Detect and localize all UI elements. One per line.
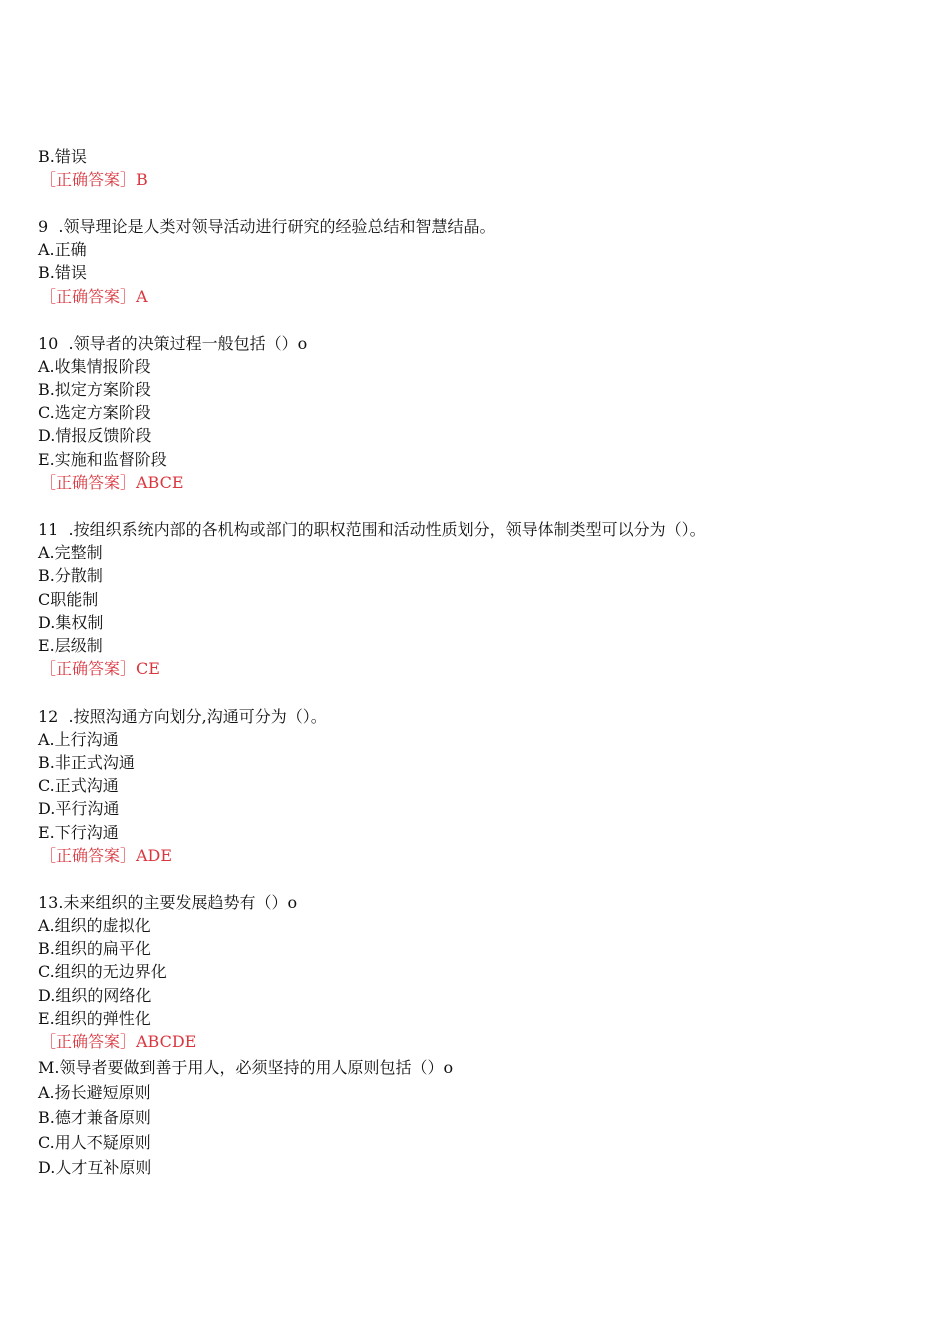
- q11-option-c: C职能制: [38, 590, 99, 609]
- q11-option-b: B.分散制: [38, 566, 103, 585]
- q12-option-b: B.非正式沟通: [38, 753, 135, 772]
- q11-option-a: A.完整制: [38, 543, 103, 562]
- q14-option-c: C.用人不疑原则: [38, 1133, 151, 1152]
- q14-option-a: A.扬长避短原则: [38, 1083, 151, 1102]
- q13-option-a: A.组织的虚拟化: [38, 916, 151, 935]
- q8-option-b: B.错误: [38, 147, 87, 166]
- q14-option-d: D.人才互补原则: [38, 1158, 152, 1177]
- q9-option-a: A.正确: [38, 240, 87, 259]
- q12-option-c: C.正式沟通: [38, 776, 119, 795]
- q12-option-d: D.平行沟通: [38, 799, 120, 818]
- q13-option-e: E.组织的弹性化: [38, 1009, 151, 1028]
- q10-answer: ［正确答案］ABCE: [40, 473, 184, 492]
- q13-option-b: B.组织的扁平化: [38, 939, 151, 958]
- q10-option-e: E.实施和监督阶段: [38, 450, 167, 469]
- q14-question: M.领导者要做到善于用人，必须坚持的用人原则包括（）o: [38, 1058, 454, 1077]
- q8-answer: ［正确答案］B: [40, 170, 148, 189]
- q10-option-a: A.收集情报阶段: [38, 357, 151, 376]
- q9-option-b: B.错误: [38, 263, 87, 282]
- q13-answer: ［正确答案］ABCDE: [40, 1032, 197, 1051]
- q13-option-d: D.组织的网络化: [38, 986, 152, 1005]
- q12-question: 12 .按照沟通方向划分,沟通可分为（）。: [38, 707, 327, 726]
- q10-question: 10 .领导者的决策过程一般包括（）o: [38, 334, 308, 353]
- q10-option-b: B.拟定方案阶段: [38, 380, 151, 399]
- q9-answer: ［正确答案］A: [40, 287, 148, 306]
- q12-option-e: E.下行沟通: [38, 823, 119, 842]
- q14-option-b: B.德才兼备原则: [38, 1108, 151, 1127]
- q9-question: 9 .领导理论是人类对领导活动进行研究的经验总结和智慧结晶。: [38, 217, 496, 236]
- q11-question: 11 .按组织系统内部的各机构或部门的职权范围和活动性质划分，领导体制类型可以分为（）。: [38, 520, 706, 539]
- q11-option-e: E.层级制: [38, 636, 103, 655]
- q10-option-c: C.选定方案阶段: [38, 403, 151, 422]
- q13-question: 13.未来组织的主要发展趋势有（）o: [38, 893, 298, 912]
- q12-option-a: A.上行沟通: [38, 730, 119, 749]
- q11-answer: ［正确答案］CE: [40, 659, 160, 678]
- q11-option-d: D.集权制: [38, 613, 104, 632]
- q10-option-d: D.情报反馈阶段: [38, 426, 152, 445]
- q12-answer: ［正确答案］ADE: [40, 846, 173, 865]
- q13-option-c: C.组织的无边界化: [38, 962, 167, 981]
